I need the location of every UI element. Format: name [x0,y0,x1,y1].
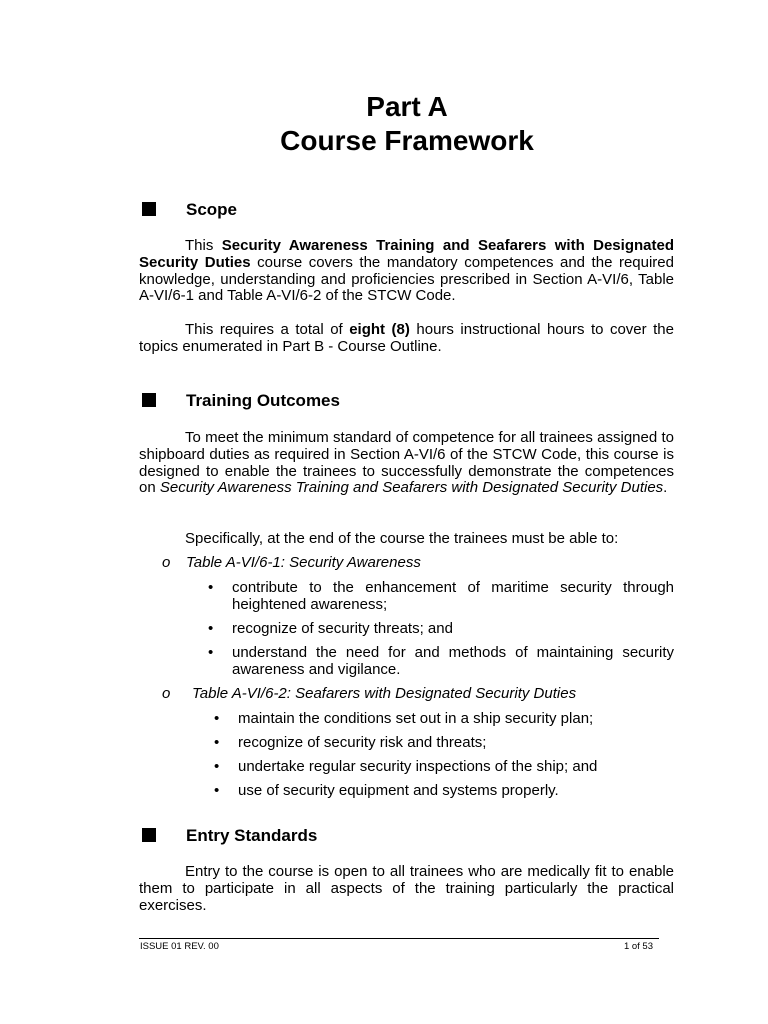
section-heading: Entry Standards [186,826,318,845]
section-heading: Training Outcomes [186,391,340,410]
text-run: undertake regular security inspections of the ship; and [238,758,598,775]
list-item [214,782,674,800]
bullet-icon: • [208,620,214,637]
text-run: contribute to the enhancement of maritime security through heightened awareness; [232,579,674,613]
scope-paragraph-1 [139,238,674,305]
circle-marker: o [162,685,171,702]
text-run: This requires a total of [185,321,350,338]
bullet-icon: • [214,758,220,775]
section-heading: Scope [186,200,238,219]
course-name-bold: Security Awareness Training and Seafarers with Designated Security Duties [139,237,674,271]
circle-marker: o [162,554,171,571]
bullet-icon: • [214,710,220,727]
square-bullet-icon [142,393,156,407]
bullet-icon: • [208,644,214,661]
square-bullet-icon [142,828,156,842]
text-run: use of security equipment and systems properly. [238,782,559,799]
footer-rule [139,938,659,939]
list-item [208,620,674,638]
text-run: Specifically, at the end of the course the trainees must be able to: [185,530,619,547]
outcomes-paragraph-2 [139,531,674,548]
square-bullet-icon [142,202,156,216]
footer-page-number: 1 of 53 [623,941,653,952]
entry-paragraph-1 [139,864,674,914]
course-name-italic: Security Awareness Training and Seafarers with Designated Security Duties [159,479,664,497]
list-item [214,710,674,728]
outcomes-paragraph-1 [139,430,674,497]
list-item [208,644,674,679]
list-item [214,734,674,752]
text-run: hours instructional hours to cover the topics enumerated in Part B - Course Outline. [139,321,674,355]
text-run: . [663,479,668,497]
text-run: recognize of security threats; and [232,620,453,637]
hours-bold: eight (8) [349,321,410,338]
bullet-icon: • [214,734,220,751]
page-title-framework: Course Framework [280,125,534,156]
list-item [214,758,674,776]
table-1-label: Table A-VI/6-1: Security Awareness [186,554,421,571]
footer-issue: ISSUE 01 REV. 00 [140,941,219,952]
text-run: To meet the minimum standard of competence for all trainees assigned to shipboard duties as required in Section A-VI/6 of the STCW Code, this course is designed to enable the trainees to successfully demonstrate the competences on [139,429,674,497]
text-run: maintain the conditions set out in a ship security plan; [238,710,594,727]
page-title-part: Part A [366,91,448,122]
text-run: Entry to the course is open to all trainees who are medically fit to enable them to participate in all aspects of the training particularly the practical exercises. [139,863,674,914]
text-run: This [185,237,222,254]
list-item [208,579,674,614]
scope-paragraph-2 [139,322,674,356]
text-run: understand the need for and methods of maintaining security awareness and vigilance. [232,644,674,678]
bullet-icon: • [214,782,220,799]
bullet-icon: • [208,579,214,596]
text-run: course covers the mandatory competences and the required knowledge, understanding and proficiencies prescribed in Section A-VI/6, Table A-VI/6-1 and Table A-VI/6-2 of the STCW Code. [139,253,674,305]
text-run: recognize of security risk and threats; [238,734,487,751]
table-2-label: Table A-VI/6-2: Seafarers with Designated Security Duties [192,685,577,702]
